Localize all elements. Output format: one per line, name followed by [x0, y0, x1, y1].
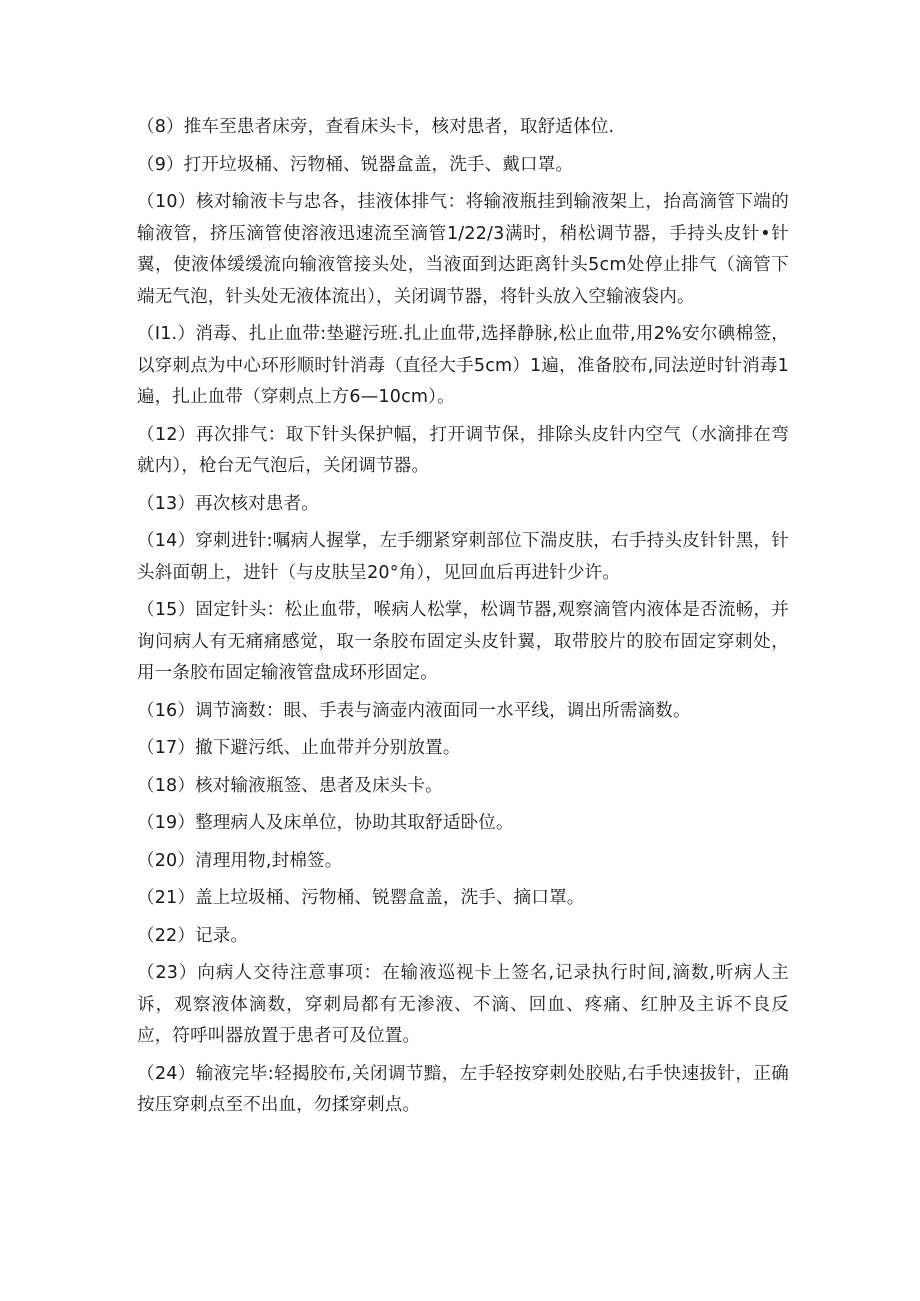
step-13-paragraph: （13）再次核对患者。 — [137, 493, 319, 514]
step-17-paragraph: （17）撤下避污纸、止血带并分别放置。 — [137, 738, 461, 758]
step-18-paragraph: （18）核对输液瓶签、患者及床头卡。 — [137, 775, 443, 796]
step-21-paragraph: （21）盖上垃圾桶、污物桶、锐罂盒盖，洗手、摘口罩。 — [137, 888, 585, 908]
step-14-paragraph: （14）穿刺进针:嘱病人握掌，左手绷紧穿刺部位下湍皮肤，右手持头皮针针黑，针头斜面朝上，进针（与皮肤呈20°角），见回血后再进针少许。 — [137, 531, 789, 583]
step-10-paragraph: （10）核对输液卡与忠各，挂液体排气：将输液瓶挂到输液架上，抬高滴管下端的输液管，挤压滴管使溶液迅速流至滴管1/22/3满时，稍松调节器，手持头皮针•针翼，使液体缓缓流向输液管接头处，当液面到达距离针头5cm处停止排气（滴管下端无气泡，针头处无液体流出），关闭调节器，将针头放入空输液袋内。 — [137, 192, 789, 307]
step-19-paragraph: （19）整理病人及床单位，协助其取舒适卧位。 — [137, 813, 514, 833]
step-23-paragraph: （23）向病人交待注意事项：在输液巡视卡上签名,记录执行时间,滴数,听病人主诉，观察液体滴数，穿刺局都有无渗液、不滴、回血、疼痛、红肿及主诉不良反应，符呼叫器放置于患者可及位置。 — [137, 963, 789, 1046]
step-8-paragraph: （8）推车至患者床旁，查看床头卡，核对患者，取舒适体位. — [137, 117, 615, 137]
step-11-paragraph: （I1.）消毒、扎止血带:垫避污班.扎止血带,选择静脉,松止血带,用2%安尔碘棉签，以穿刺点为中心环形顺时针消毒（直径大手5cm）1遍，准备胶布,同法逆时针消毒1遍，扎止血带（穿刺点上方6—10cm）。 — [137, 324, 789, 407]
step-15-paragraph: （15）固定针头：松止血带，喉病人松掌，松调节器,观察滴管内液体是否流畅，并询问病人有无痛痛感觉，取一条胶布固定头皮针翼，取带胶片的胶布固定穿刺处，用一条胶布固定输液管盘成环形固定。 — [137, 600, 789, 683]
step-12-paragraph: （12）再次排气：取下针头保护幅，打开调节保，排除头皮针内空气（水滴排在弯就内），枪台无气泡后，关闭调节器。 — [137, 424, 789, 476]
step-9-paragraph: （9）打开垃圾桶、污物桶、锐器盒盖，洗手、戴口罩。 — [137, 154, 574, 175]
step-16-paragraph: （16）调节滴数：眼、手表与滴壶内液面同一水平线，调出所需滴数。 — [137, 700, 691, 721]
document-body — [137, 112, 789, 1128]
step-22-paragraph: （22）记录。 — [137, 925, 249, 946]
step-20-paragraph: （20）清理用物,封棉签。 — [137, 850, 343, 871]
step-24-paragraph: （24）输液完毕:轻揭胶布,关闭调节黯，左手轻按穿刺处胶贴,右手快速拔针，正确按压穿刺点至不出血，勿揉穿刺点。 — [137, 1063, 789, 1115]
